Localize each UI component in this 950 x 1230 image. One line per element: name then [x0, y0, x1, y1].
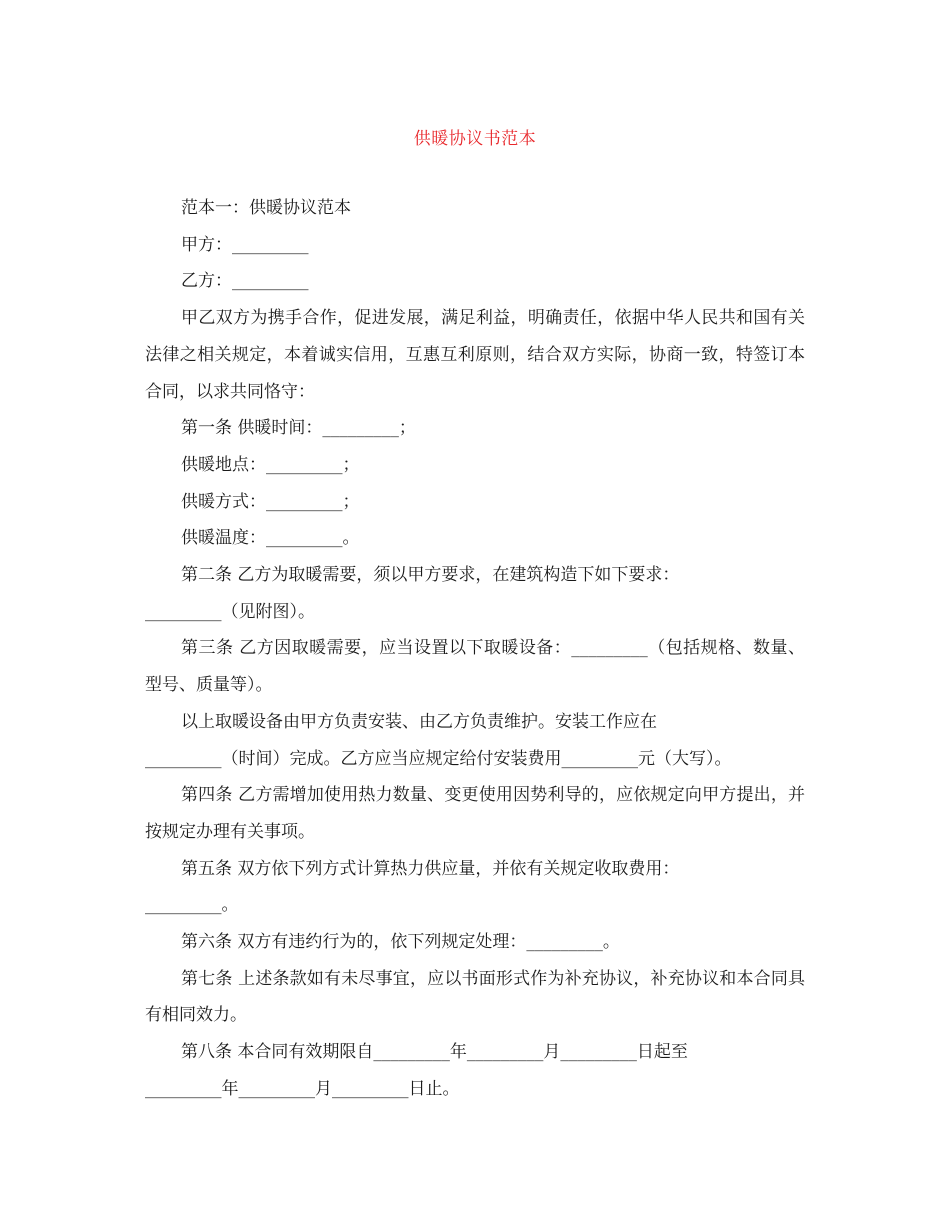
paragraph-article-1: 第一条 供暖时间：_________；: [181, 418, 416, 439]
paragraph-preamble: 甲乙双方为携手合作，促进发展，满足利益，明确责任，依据中华人民共和国有关法律之相关规定，本着诚实信用，互惠互利原则，结合双方实际，协商一致，特签订本合同，以求共同恪守：: [145, 308, 805, 402]
paragraph-heating-temperature: 供暖温度：_________。: [181, 528, 360, 549]
paragraph-article-8: 第八条 本合同有效期限自_________年_________月_________日起至: [181, 1042, 688, 1063]
paragraph-heating-method: 供暖方式：_________；: [181, 491, 360, 512]
paragraph-article-5: 第五条 双方依下列方式计算热力供应量，并依有关规定收取费用：: [181, 858, 680, 879]
paragraph-article-5-blank: _________。: [145, 895, 239, 916]
paragraph-installation-fee: _________（时间）完成。乙方应当应规定给付安装费用_________元（大写）。: [145, 748, 732, 769]
paragraph-heading: 范本一：供暖协议范本: [181, 198, 351, 218]
paragraph-article-3: 第三条 乙方因取暖需要，应当设置以下取暖设备：_________（包括规格、数量、型号、质量等）。: [145, 638, 805, 696]
document-body: [145, 190, 805, 1108]
document-title: 供暖协议书范本: [413, 129, 537, 149]
paragraph-heating-location: 供暖地点：_________；: [181, 454, 360, 475]
paragraph-installation: 以上取暖设备由甲方负责安装、由乙方负责维护。安装工作应在: [181, 711, 657, 732]
paragraph-party-b: 乙方：_________: [181, 271, 309, 292]
paragraph-party-a: 甲方：_________: [181, 234, 309, 255]
paragraph-article-6: 第六条 双方有违约行为的，依下列规定处理：_________。: [181, 932, 620, 953]
paragraph-article-7: 第七条 上述条款如有未尽事宜，应以书面形式作为补充协议，补充协议和本合同具有相同效力。: [145, 968, 805, 1026]
paragraph-article-8-end: _________年_________月_________日止。: [145, 1078, 460, 1099]
paragraph-article-2: 第二条 乙方为取暖需要，须以甲方要求，在建筑构造下如下要求：: [181, 565, 680, 586]
paragraph-article-2-blank: _________（见附图）。: [145, 601, 315, 622]
paragraph-article-4: 第四条 乙方需增加使用热力数量、变更使用因势利导的，应依规定向甲方提出，并按规定办理有关事项。: [145, 785, 805, 842]
